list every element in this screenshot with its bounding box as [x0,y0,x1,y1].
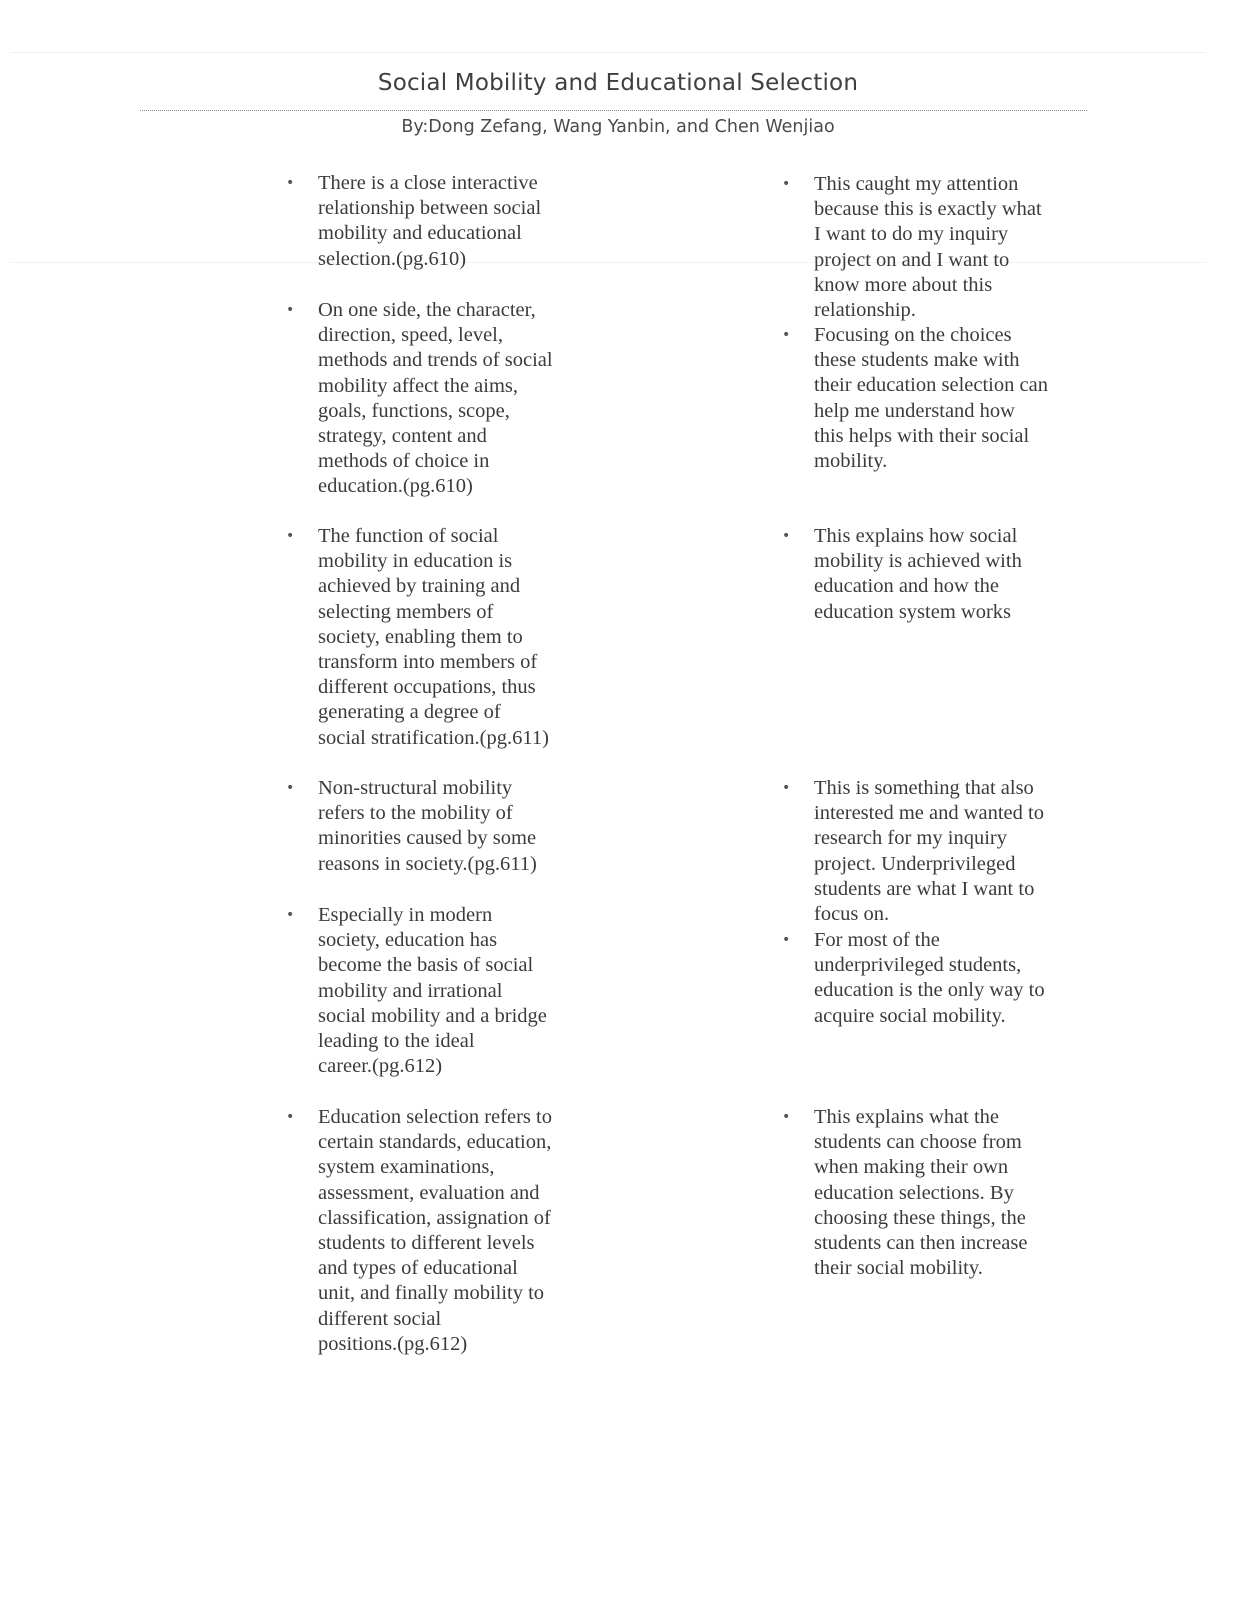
right-note-6 [782,1105,1089,1281]
left-note-text: The function of social mobility in education is achieved by training and selecting members of society, enabling them to transform into members of different occupations, thus generating a degree of social stratification.(pg.611) [318,525,549,749]
left-note-1 [286,171,588,272]
left-note-2 [286,298,588,500]
left-note-text: On one side, the character, direction, speed, level, methods and trends of social mobility affect the aims, goals, functions, scope, strategy, content and methods of choice in education.(pg.610) [318,299,553,498]
right-note-1 [782,172,1089,323]
right-note-3 [782,524,1089,625]
left-note-5 [286,903,588,1079]
left-note-text: There is a close interactive relationship between social mobility and educational selection.(pg.610) [318,172,542,270]
right-note-text: For most of the underprivileged students, education is the only way to acquire social mobility. [814,929,1045,1027]
bullet-icon: • [286,302,295,318]
bullet-icon: • [782,780,791,796]
right-note-2 [782,323,1089,474]
bullet-icon: • [782,1109,791,1125]
right-note-text: This is something that also interested me and wanted to research for my inquiry project. Underprivileged students are what I want to focus on. [814,777,1044,926]
left-note-text: Especially in modern society, education has become the basis of social mobility and irrational social mobility and a bridge leading to the ideal career.(pg.612) [318,904,547,1078]
left-note-text: Non-structural mobility refers to the mobility of minorities caused by some reasons in society.(pg.611) [318,777,537,875]
right-note-text: This explains how social mobility is achieved with education and how the education system works [814,525,1022,623]
right-note-text: Focusing on the choices these students make with their education selection can help me understand how this helps with their social mobility. [814,324,1048,473]
scan-artifact-line-top [10,52,1206,53]
left-note-4 [286,776,588,877]
bullet-icon: • [286,175,295,191]
right-note-text: This explains what the students can choose from when making their own education selections. By choosing these things, the students can then increase their social mobility. [814,1106,1028,1280]
left-note-text: Education selection refers to certain standards, education, system examinations, assessment, evaluation and classification, assignation of students to different levels and types of educational unit, and finally mobility to different social positions.(pg.612) [318,1106,552,1355]
right-note-text: This caught my attention because this is exactly what I want to do my inquiry project on and I want to know more about this relationship. [814,173,1042,322]
left-note-3 [286,524,588,751]
right-note-4 [782,776,1089,927]
document-title: Social Mobility and Educational Selection [377,70,859,96]
title-divider [140,110,1087,111]
bullet-icon: • [286,1109,295,1125]
bullet-icon: • [782,327,791,343]
bullet-icon: • [782,176,791,192]
bullet-icon: • [286,907,295,923]
bullet-icon: • [782,528,791,544]
left-note-6 [286,1105,588,1357]
author-byline: By:Dong Zefang, Wang Yanbin, and Chen Wenjiao [401,117,835,137]
bullet-icon: • [286,780,295,796]
right-note-5 [782,928,1089,1029]
bullet-icon: • [782,932,791,948]
bullet-icon: • [286,528,295,544]
